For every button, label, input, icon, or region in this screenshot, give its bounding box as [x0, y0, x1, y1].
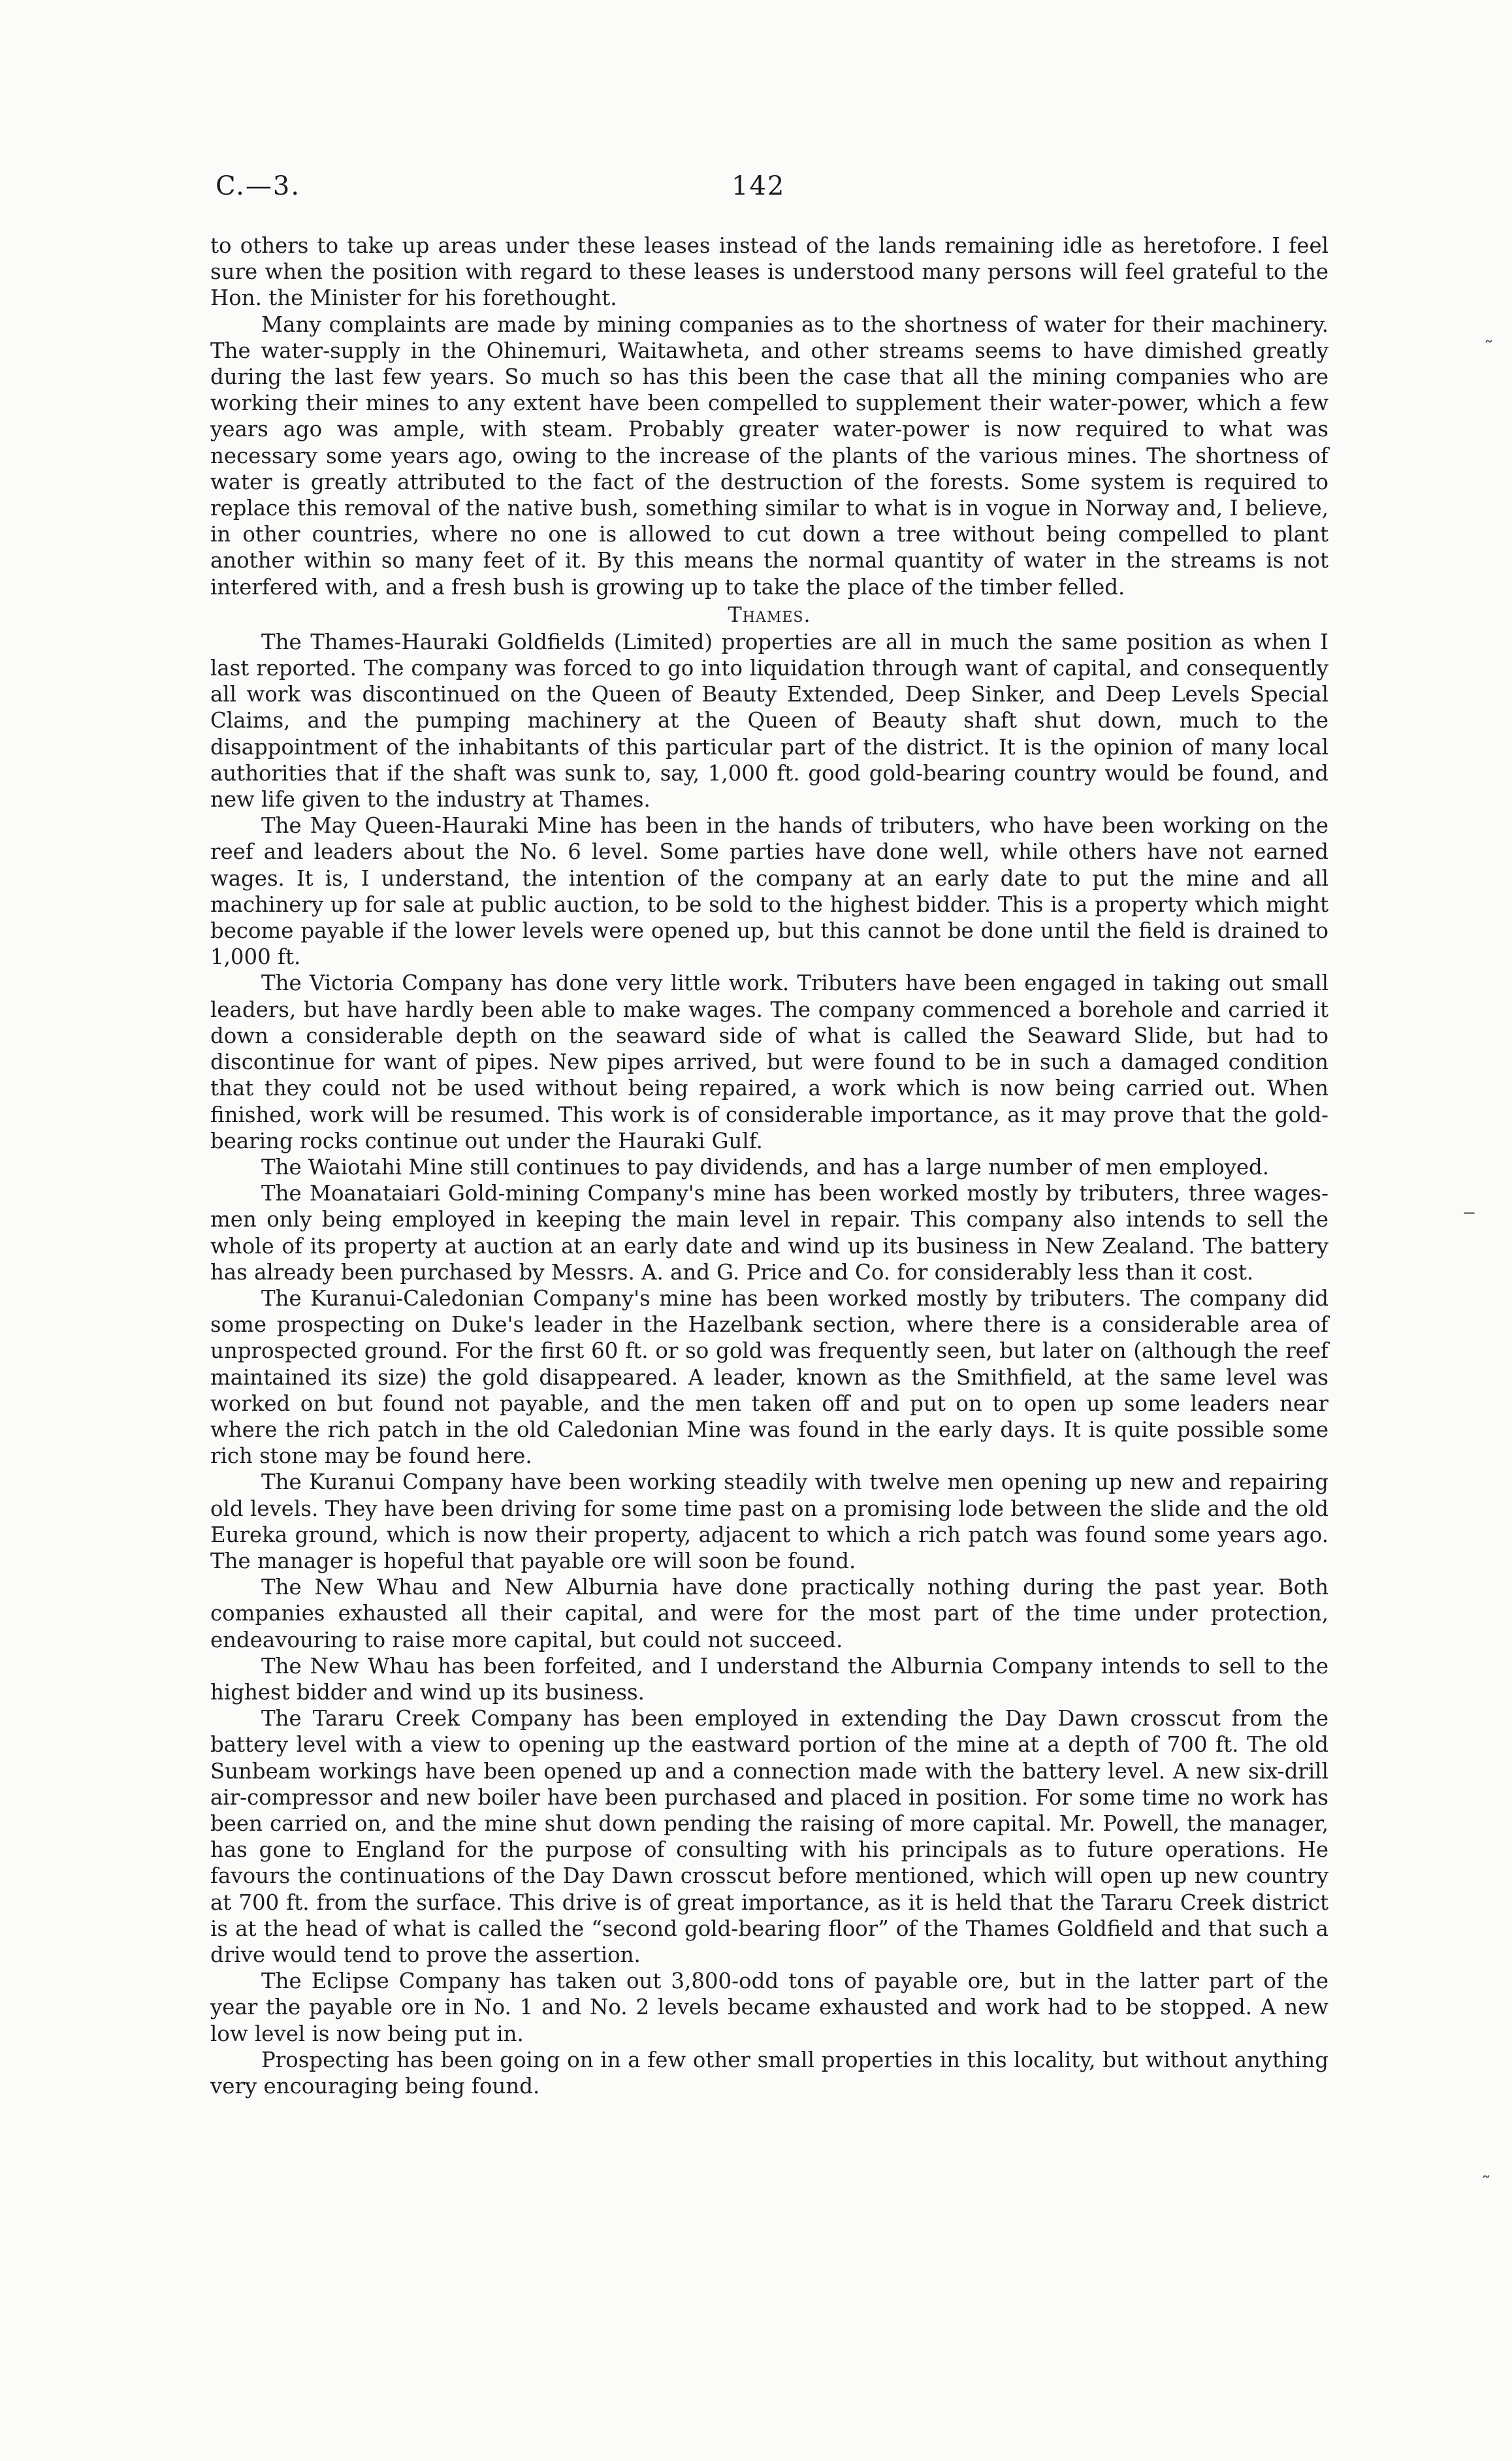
paragraph: The New Whau has been forfeited, and I understand the Alburnia Company intends to sell to the highest bidder and wind up its business. [210, 1653, 1328, 1705]
section-heading: Thames. [728, 602, 811, 627]
margin-mark: ‒ [1463, 1201, 1476, 1224]
document-body [210, 233, 1328, 2099]
paragraph: to others to take up areas under these leases instead of the lands remaining idle as heretofore. I feel sure when the position with regard to these leases is understood many persons will feel grateful to the Hon. the Minister for his forethought. [210, 233, 1328, 311]
paragraph: The Kuranui Company have been working steadily with twelve men opening up new and repairing old levels. They have been driving for some time past on a promising lode between the slide and the old Eureka ground, which is now their property, adjacent to which a rich patch was found some years ago. The manager is hopeful that payable ore will soon be found. [210, 1470, 1328, 1573]
paragraph: The Thames-Hauraki Goldfields (Limited) properties are all in much the same position as when I last reported. The company was forced to go into liquidation through want of capital, and consequently all work was discontinued on the Queen of Beauty Extended, Deep Sinker, and Deep Levels Special Claims, and the pumping machinery at the Queen of Beauty shaft shut down, much to the disappointment of the inhabitants of this particular part of the district. It is the opinion of many local authorities that if the shaft was sunk to, say, 1,000 ft. good gold-bearing country would be found, and new life given to the industry at Thames. [210, 629, 1328, 812]
margin-mark: ˜ [1481, 2173, 1491, 2196]
paragraph: The Waiotahi Mine still continues to pay dividends, and has a large number of men employed. [261, 1154, 1270, 1180]
page-header [216, 171, 1287, 210]
paragraph: The Tararu Creek Company has been employed in extending the Day Dawn crosscut from the battery level with a view to opening up the eastward portion of the mine at a depth of 700 ft. The old Sunbeam workings have been opened up and a connection made with the battery level. A new six-drill air-compressor and new boiler have been purchased and placed in position. For some time no work has been carried on, and the mine shut down pending the raising of more capital. Mr. Powell, the manager, has gone to England for the purpose of consulting with his principals as to future operations. He favours the continuations of the Day Dawn crosscut before mentioned, which will open up new country at 700 ft. from the surface. This drive is of great importance, as it is held that the Tararu Creek district is at the head of what is called the “second gold-bearing floor” of the Thames Goldfield and that such a drive would tend to prove the assertion. [210, 1706, 1328, 1967]
paragraph: The New Whau and New Alburnia have done practically nothing during the past year. Both companies exhausted all their capital, and were for the most part of the time under protection, endeavouring to raise more capital, but could not succeed. [210, 1575, 1328, 1652]
paragraph: Prospecting has been going on in a few other small properties in this locality, but without anything very encouraging being found. [210, 2047, 1328, 2099]
paragraph: The Moanataiari Gold-mining Company's mine has been worked mostly by tributers, three wages-men only being employed in keeping the main level in repair. This company also intends to sell the whole of its property at auction at an early date and wind up its business in New Zealand. The battery has already been purchased by Messrs. A. and G. Price and Co. for considerably less than it cost. [210, 1181, 1328, 1285]
paragraph: The Eclipse Company has taken out 3,800-odd tons of payable ore, but in the latter part of the year the payable ore in No. 1 and No. 2 levels became exhausted and work had to be stopped. A new low level is now being put in. [210, 1969, 1328, 2046]
page-number: 142 [732, 171, 786, 201]
paragraph: The May Queen-Hauraki Mine has been in the hands of tributers, who have been working on the reef and leaders about the No. 6 level. Some parties have done well, while others have not earned wages. It is, I understand, the intention of the company at an early date to put the mine and all machinery up for sale at public auction, to be sold to the highest bidder. This is a property which might become payable if the lower levels were opened up, but this cannot be done until the field is drained to 1,000 ft. [210, 813, 1328, 970]
paragraph: The Kuranui-Caledonian Company's mine has been worked mostly by tributers. The company did some prospecting on Duke's leader in the Hazelbank section, where there is a considerable area of unprospected ground. For the first 60 ft. or so gold was frequently seen, but later on (although the reef maintained its size) the gold disappeared. A leader, known as the Smithfield, at the same level was worked on but found not payable, and the men taken off and put on to open up some leaders near where the rich patch in the old Caledonian Mine was found in the early days. It is quite possible some rich stone may be found here. [210, 1285, 1328, 1469]
paragraph: The Victoria Company has done very little work. Tributers have been engaged in taking out small leaders, but have hardly been able to make wages. The company commenced a borehole and carried it down a considerable depth on the seaward side of what is called the Seaward Slide, but had to discontinue for want of pipes. New pipes arrived, but were found to be in such a damaged condition that they could not be used without being repaired, a work which is now being carried out. When finished, work will be resumed. This work is of considerable importance, as it may prove that the gold-bearing rocks continue out under the Hauraki Gulf. [210, 971, 1328, 1153]
document-reference: C.—3. [216, 171, 301, 201]
margin-mark: ˜ [1484, 338, 1494, 361]
paragraph: Many complaints are made by mining companies as to the shortness of water for their machinery. The water-supply in the Ohinemuri, Waitawheta, and other streams seems to have dimished greatly during the last few years. So much so has this been the case that all the mining companies who are working their mines to any extent have been compelled to supplement their water-power, which a few years ago was ample, with steam. Probably greater water-power is now required to what was necessary some years ago, owing to the increase of the plants of the various mines. The shortness of water is greatly attributed to the fact of the destruction of the forests. Some system is required to replace this removal of the native bush, something similar to what is in vogue in Norway and, I believe, in other countries, where no one is allowed to cut down a tree without being compelled to plant another within so many feet of it. By this means the normal quantity of water in the streams is not interfered with, and a fresh bush is growing up to take the place of the timber felled. [210, 312, 1328, 600]
